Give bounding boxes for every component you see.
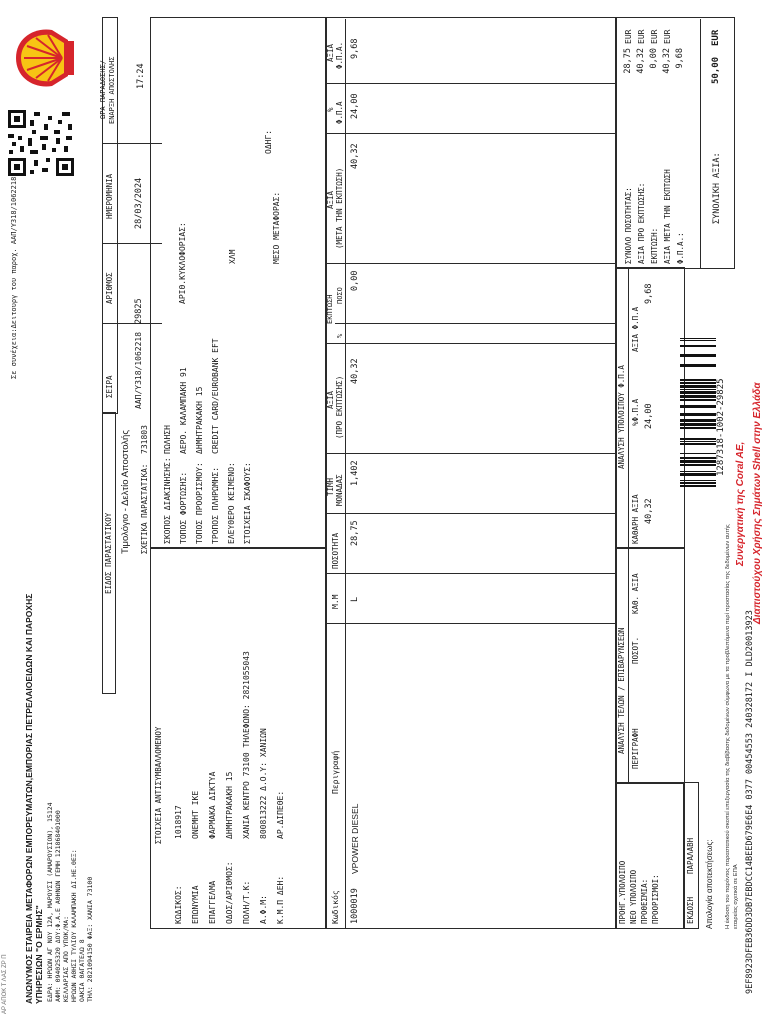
barcode-number: 1287318-1002-29825 [716, 378, 726, 476]
time-label-1: ΩΡΑ ΠΑΡΑΔΟΣΗΣ/ [99, 59, 107, 119]
time-value: 17:24 [136, 63, 146, 89]
totals-units [622, 30, 674, 44]
total-value: 28,75 [623, 48, 633, 74]
item-desc: VPOWER DIESEL [350, 803, 360, 874]
packaging-desc-label: ΠΕΡΙΓΡΑΦΗ [631, 728, 640, 769]
item-vat-pct: 24,00 [350, 93, 360, 119]
customer-values [170, 651, 289, 839]
km-label: ΧΛΜ [228, 249, 237, 264]
col-vat-1: % [326, 107, 335, 112]
item-net: 40,32 [350, 143, 360, 169]
grand-total-unit: EUR [711, 29, 721, 46]
col-value-2: (ΠΡΟ ΕΚΠΤΩΣΗΣ) [335, 375, 344, 439]
packaging-title: ΑΝΑΛΥΣΗ ΤΕΛΩΝ / ΕΠΙΒΑΡΥΝΣΕΩΝ [617, 627, 626, 754]
total-unit: EUR [637, 29, 646, 44]
customer-label: Α.Φ.Μ: [259, 895, 268, 924]
shell-logo [10, 22, 82, 94]
totals-labels [622, 169, 687, 264]
hash-code: 9EF8923DFEB36DD3DB7EBDCC14BEED679E6E4 0377 00454553 240328172 I DLD20013923 [745, 610, 755, 994]
vat-row-pct: 24,00 [644, 403, 654, 429]
total-unit: EUR [624, 29, 633, 44]
shipping-labels [160, 457, 256, 544]
qr-code-icon [6, 108, 76, 178]
company-line: ΗΡΩΩΝ ΑΘΗΣΙ ΤΥΛΙΟΥ ΚΑΛΑΜΠΑΚΗ ΔΙ.ΗΕ.ΘΕΞ: [70, 849, 78, 1002]
vat-col-amt: ΑΞΙΑ Φ.Π.Α [631, 306, 640, 352]
balance-label: ΠΡΟΘΕΣΜΙΑ: [640, 878, 649, 924]
shipping-values [160, 338, 224, 454]
exodos-value: ΠΑΡΑΛΑΒΗ [686, 837, 695, 874]
total-label: ΑΞΙΑ ΜΕΤΑ ΤΗΝ ΕΚΠΤΩΣΗ [663, 169, 672, 264]
customer-label: Κ.Μ.Π ΔΕΗ: [276, 875, 285, 924]
balance-label: ΠΡΟΗΓ.ΥΠΟΛΟΙΠΟ [618, 860, 627, 924]
brand-line-2: Διαπιστούχου Χρήσης Σημάτων Shell στην Ελλάδα [752, 382, 763, 624]
vat-row-amt: 9,68 [644, 283, 654, 304]
balance-label: ΠΡΟΟΡΙΣΜΟΙ: [651, 874, 660, 924]
customer-value: 800813222 Δ.Ο.Υ: ΧΑΝΙΩΝ [259, 728, 268, 839]
top-reference: ΑΡ ΑΠΟΚ Τ ΛΑΣ ΖΡ Π [2, 954, 8, 1014]
col-net-1: ΑΞΙΑ [326, 190, 335, 209]
vat-summary-title: ΑΝΑΛΥΣΗ ΥΠΟΛΟΙΠΟΥ Φ.Π.Α [617, 365, 626, 469]
customer-label: ΚΩΔΙΚΟΣ: [174, 885, 183, 924]
total-value: 0,00 [649, 48, 659, 69]
company-name-line1: ΑΝΩΝΥΜΟΣ ΕΤΑΙΡΕΙΑ ΜΕΤΑΦΟΡΩΝ ΕΜΠΟΡΕΥΜΑΤΩΝ,ΕΜΠΟΡΙΑΣ ΠΕΤΡΕΛΑΙΟΕΙΔΩΝ ΚΑΙ ΠΑΡΟΧΗΣ [24, 593, 34, 1004]
related-label: ΣΧΕΤΙΚΑ ΠΑΡΑΣΤΑΤΙΚΑ: [140, 463, 149, 554]
brand-line-1: Συνεργατική της Coral AE, [735, 441, 746, 566]
shipping-value: CREDIT CARD/EUROBANK EFT [211, 338, 220, 454]
col-unit: Μ.Μ [331, 594, 340, 609]
number-label: ΑΡΙΘΜΟΣ [105, 272, 114, 304]
series-value: ΑΑΠ/Υ318/1062218 [134, 331, 143, 409]
total-unit: EUR [650, 29, 659, 44]
company-line: ΚΕΛΛΑΡΙΑΣ ΑΠΟ ΥΠΟΚ/ΜΑ: [62, 915, 70, 1002]
series-label: ΣΕΙΡΑ [105, 375, 114, 398]
shipping-label: ΤΡΟΠΟΣ ΠΛΗΡΩΜΗΣ: [211, 466, 220, 544]
vat-col-net: ΚΑΘΑΡΗ ΑΞΙΑ [631, 494, 640, 544]
barcode-icon [680, 329, 716, 489]
date-label: ΗΜΕΡΟΜΗΝΙΑ [105, 173, 114, 219]
col-vat-amt-2: Φ.Π.Α. [335, 41, 344, 69]
packaging-unit-label: ΚΑΘ. ΑΞΙΑ [631, 573, 640, 614]
col-code: Κωδικός [331, 890, 340, 924]
total-label: ΣΥΝΟΛΟ ΠΟΣΟΤΗΤΑΣ: [624, 187, 633, 264]
col-value-1: ΑΞΙΑ [326, 390, 335, 409]
col-price-1: ΤΙΜΗ [326, 477, 335, 496]
item-vat-amt: 9,68 [350, 38, 360, 59]
item-value: 40,32 [350, 358, 360, 384]
vat-col-pct: %Φ.Π.Α [631, 398, 640, 426]
col-qty: ΠΟΣΟΤΗΤΑ [331, 532, 340, 569]
document-type-label: ΕΙΔΟΣ ΠΑΡΑΣΤΑΤΙΚΟΥ [104, 512, 113, 594]
total-unit: EUR [663, 29, 672, 44]
company-line: ΕΔΡΑ: ΗΡΩΩΝ ΑΓ ΝΟΥ 12Α, ΜΑΡΟΥΣΙ (ΑΜΑΡΟΥΣΙΟΝ), 15124 [46, 802, 54, 1002]
item-qty: 28,75 [350, 520, 360, 546]
col-vat-2: Φ.Π.Α [335, 101, 344, 124]
total-label: ΕΚΠΤΩΣΗ: [650, 227, 659, 264]
customer-value: ΦΑΡΜΑΚΑ ΔΙΚΤΥΑ [208, 771, 217, 839]
total-label: ΑΞΙΑ ΠΡΟ ΕΚΠΤΩΣΗΣ: [637, 182, 646, 264]
customer-value: ΧΑΝΙΑ ΚΕΝΤΡΟ 73100 ΤΗΛΕΦΩΝΟ: 2821055043 [242, 651, 251, 839]
item-price: 1,402 [350, 460, 360, 486]
company-line: ΟΑΚΙΑ ΘΑΓΑΤΕΛΩ 8 [78, 939, 86, 1002]
total-label: Φ.Π.Α.: [676, 232, 685, 264]
item-disc-amt: 0,00 [350, 270, 360, 291]
shell-pecten-icon [10, 22, 82, 94]
document-title: Τιμολόγιο - Δελτίο Αποστολής [120, 430, 131, 554]
barcode [680, 329, 716, 489]
col-vat-amt-1: ΑΞΙΑ [326, 43, 335, 62]
shipping-value: ΑΕΡΟ. ΚΑΛΑΜΠΑΚΗ 91 [179, 367, 188, 454]
verification-line: Σε συνέχεια:Δειτουργ του παροχ. ΑΑΠ/Υ318/1062218 [10, 176, 18, 379]
shipping-label: ΣΚΟΠΟΣ ΔΙΑΚΙΝΗΣΗΣ: [163, 457, 172, 544]
driver-label: ΟΔΗΓ: [264, 129, 273, 154]
customer-label: ΕΠΑΓΓΕΛΜΑ [208, 880, 217, 924]
balances-labels [617, 861, 661, 924]
cancellation-label: Απολογία αποτεκτήσεως: [705, 839, 714, 929]
customer-label: ΟΔΟΣ/ΑΡΙΘΜΟΣ: [225, 861, 234, 924]
company-line: ΤΗΛ: 2821094150 ΦΑΞ: ΧΑΝΙΑ 73100 [86, 876, 94, 1002]
date-value: 28/03/2024 [134, 177, 144, 229]
customer-section-title: ΣΤΟΙΧΕΙΑ ΑΝΤΙΣΥΜΒΑΛΛΟΜΕΝΟΥ [154, 726, 163, 844]
shipping-label: ΣΤΟΙΧΕΙΑ ΣΚΑΦΟΥΣ: [243, 462, 252, 544]
item-code: 1000019 [350, 888, 360, 924]
balance-label: ΝΕΟ ΥΠΟΛΟΙΠΟ [629, 869, 638, 924]
totals-values [622, 48, 687, 84]
grand-total-value: 50,00 [711, 56, 721, 84]
shipping-label: ΤΟΠΟΣ ΠΡΟΟΡΙΣΜΟΥ: [195, 462, 204, 544]
item-unit: L [350, 596, 360, 602]
total-value: 9,68 [675, 48, 685, 69]
number-value: 29825 [134, 298, 144, 324]
items-table [325, 17, 617, 929]
total-value: 40,32 [662, 48, 672, 74]
shipping-label: ΤΟΠΟΣ ΦΟΡΤΩΣΗΣ: [179, 471, 188, 544]
customer-value: 1018917 [174, 805, 183, 839]
shipping-value: ΔΗΜΗΤΡΑΚΑΚΗ 15 [195, 386, 204, 454]
customer-label: ΠΟΛΗ/Τ.Κ: [242, 880, 251, 924]
grand-total-label: ΣΥΝΟΛΙΚΗ ΑΞΙΑ: [712, 152, 722, 224]
exodos-label: ΕΚΔΟΣΗ [686, 896, 695, 924]
shipping-value: ΠΩΛΗΣΗ [163, 425, 172, 454]
qr-code [6, 108, 76, 178]
col-net-2: (ΜΕΤΑ ΤΗΝ ΕΚΠΤΩΣΗ) [335, 167, 344, 249]
company-name-line2: ΥΠΗΡΕΣΙΩΝ "Ο ΕΡΜΗΣ" [34, 905, 44, 1004]
customer-value: ΟΝΕΜΗΤ ΙΚΕ [191, 790, 200, 839]
shipping-label: ΕΛΕΥΘΕΡΟ ΚΕΙΜΕΝΟ: [227, 462, 236, 544]
customer-label: ΕΠΩΝΥΜΙΑ [191, 885, 200, 924]
col-desc: Περιγραφή [331, 750, 340, 794]
company-line: ΑΦΜ: 094025320 ΔΟΥ:Φ.Α.Ε ΑΘΗΝΩΝ ΓΕΜΗ 121868401000 [54, 810, 62, 1002]
vat-row-net: 40,32 [644, 498, 654, 524]
col-disc-1: ΕΚΠΤΩΣΗ [326, 294, 334, 324]
legal-text-1: Η έκδοση του παρόντος παραστατικού σκοπεί επεξεργασία της διαβίβασης δεδομένων σύμφωνα με τα προβλεπόμενα περί προστασίας της δεδομένων αυτής [725, 524, 731, 929]
customer-labels [170, 861, 289, 924]
loading-label: ΜΕΣΟ ΜΕΤΑΦΟΡΑΣ: [272, 191, 281, 264]
vehicle-label: ΑΡΙΘ.ΚΥΚΛΟΦΟΡΙΑΣ: [178, 222, 187, 304]
col-disc-pct: % [336, 333, 344, 338]
col-price-2: ΜΟΝΑΔΑΣ [335, 474, 344, 506]
related-value: 731803 [140, 425, 149, 454]
packaging-qty-label: ΠΟΣΟΤ. [631, 636, 640, 664]
customer-value: ΑΡ.ΔΙΠΕΘΕ: [276, 790, 285, 839]
customer-value: ΔΗΜΗΤΡΑΚΑΚΗ 15 [225, 771, 234, 839]
col-disc-amt: ΠΟΣΟ [336, 287, 344, 304]
legal-text-2: εταιρείας σχετικά σε ΕΠΑ [733, 864, 739, 929]
time-label-2: ΕΝΑΡΞΗ ΑΠΟΣΤΟΛΗΣ [108, 56, 116, 124]
total-value: 40,32 [636, 48, 646, 74]
